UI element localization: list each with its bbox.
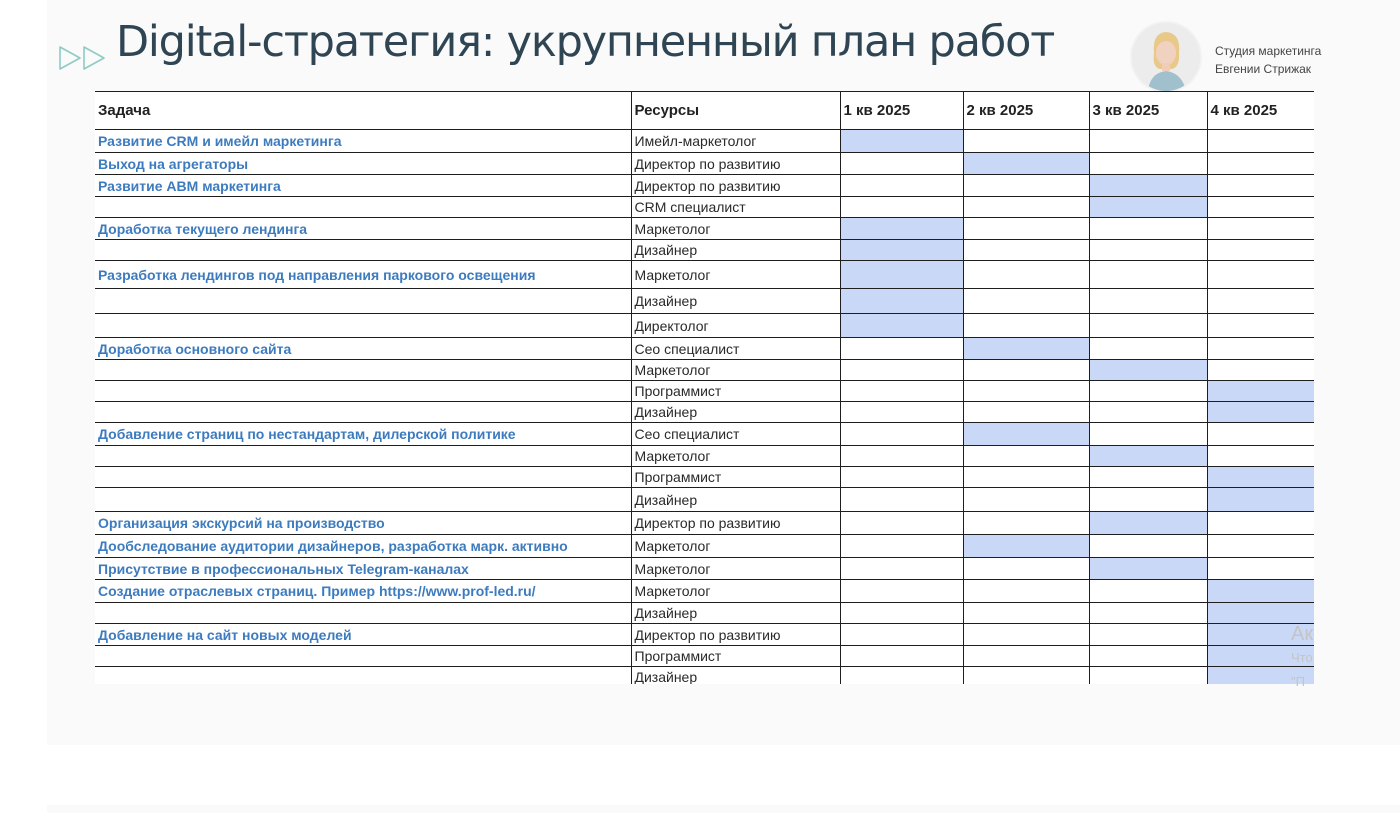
quarter-cell	[840, 402, 963, 423]
quarter-cell	[1207, 338, 1314, 360]
quarter-cell	[840, 535, 963, 558]
quarter-cell-active	[963, 153, 1089, 175]
quarter-cell-active	[963, 535, 1089, 558]
quarter-cell	[1089, 261, 1207, 289]
header-q3: 3 кв 2025	[1089, 92, 1207, 130]
table-row	[95, 289, 1314, 314]
task-cell	[95, 603, 631, 624]
task-cell	[95, 197, 631, 218]
task-cell: Доработка текущего лендинга	[95, 218, 631, 240]
quarter-cell	[1207, 360, 1314, 381]
quarter-cell-active	[1207, 467, 1314, 488]
quarter-cell-active	[1207, 603, 1314, 624]
table-row	[95, 535, 1314, 558]
table-row	[95, 488, 1314, 512]
quarter-cell	[963, 130, 1089, 153]
task-cell	[95, 240, 631, 261]
task-cell: Добавление страниц по нестандартам, дилерской политике	[95, 423, 631, 446]
quarter-cell	[963, 381, 1089, 402]
resource-cell: CRM специалист	[631, 197, 840, 218]
quarter-cell-active	[1207, 488, 1314, 512]
quarter-cell	[1207, 130, 1314, 153]
quarter-cell	[840, 624, 963, 646]
resource-cell: Дизайнер	[631, 603, 840, 624]
task-cell	[95, 360, 631, 381]
quarter-cell	[1207, 512, 1314, 535]
resource-cell: Директор по развитию	[631, 153, 840, 175]
resource-cell: Программист	[631, 646, 840, 667]
table-body	[95, 130, 1314, 685]
quarter-cell	[840, 446, 963, 467]
resource-cell: Программист	[631, 467, 840, 488]
quarter-cell-active	[1089, 175, 1207, 197]
watermark-line-3: "П	[1291, 674, 1305, 689]
quarter-cell	[840, 381, 963, 402]
quarter-cell	[963, 624, 1089, 646]
double-chevron-icon	[58, 44, 108, 72]
resource-cell: Маркетолог	[631, 360, 840, 381]
quarter-cell	[1089, 218, 1207, 240]
quarter-cell	[1207, 535, 1314, 558]
table-row	[95, 446, 1314, 467]
header-resources: Ресурсы	[631, 92, 840, 130]
quarter-cell	[1089, 240, 1207, 261]
quarter-cell	[1207, 153, 1314, 175]
header-q2: 2 кв 2025	[963, 92, 1089, 130]
quarter-cell	[1207, 197, 1314, 218]
task-cell: Разработка лендингов под направления паркового освещения	[95, 261, 631, 289]
resource-cell: Дизайнер	[631, 488, 840, 512]
resource-cell: Маркетолог	[631, 261, 840, 289]
quarter-cell	[1089, 130, 1207, 153]
task-cell: Развитие CRM и имейл маркетинга	[95, 130, 631, 153]
table-row	[95, 218, 1314, 240]
quarter-cell	[840, 197, 963, 218]
activation-watermark	[1291, 622, 1313, 694]
quarter-cell	[963, 218, 1089, 240]
table-row	[95, 130, 1314, 153]
task-cell	[95, 314, 631, 338]
resource-cell: Сео специалист	[631, 423, 840, 446]
quarter-cell	[963, 314, 1089, 338]
resource-cell: Маркетолог	[631, 446, 840, 467]
table-row	[95, 402, 1314, 423]
table-row	[95, 667, 1314, 685]
table-row	[95, 197, 1314, 218]
table-row	[95, 423, 1314, 446]
quarter-cell	[963, 488, 1089, 512]
resource-cell: Директор по развитию	[631, 624, 840, 646]
quarter-cell	[1089, 314, 1207, 338]
task-cell: Присутствие в профессиональных Telegram-каналах	[95, 558, 631, 580]
quarter-cell	[840, 423, 963, 446]
quarter-cell	[963, 580, 1089, 603]
quarter-cell	[1089, 646, 1207, 667]
studio-credit	[1215, 42, 1321, 78]
quarter-cell	[963, 667, 1089, 685]
quarter-cell	[840, 646, 963, 667]
author-avatar	[1132, 23, 1200, 91]
quarter-cell	[840, 467, 963, 488]
task-cell	[95, 488, 631, 512]
table-row	[95, 240, 1314, 261]
table-row	[95, 558, 1314, 580]
quarter-cell	[1089, 423, 1207, 446]
quarter-cell	[963, 360, 1089, 381]
resource-cell: Имейл-маркетолог	[631, 130, 840, 153]
quarter-cell	[1089, 338, 1207, 360]
quarter-cell	[1207, 446, 1314, 467]
resource-cell: Дизайнер	[631, 240, 840, 261]
resource-cell: Дизайнер	[631, 667, 840, 685]
quarter-cell	[840, 338, 963, 360]
task-cell	[95, 289, 631, 314]
quarter-cell	[963, 512, 1089, 535]
quarter-cell-active	[1089, 446, 1207, 467]
quarter-cell-active	[1089, 197, 1207, 218]
quarter-cell	[963, 261, 1089, 289]
quarter-cell	[1207, 261, 1314, 289]
resource-cell: Директор по развитию	[631, 175, 840, 197]
quarter-cell	[840, 488, 963, 512]
quarter-cell	[963, 603, 1089, 624]
quarter-cell	[963, 446, 1089, 467]
quarter-cell	[840, 603, 963, 624]
quarter-cell	[1207, 218, 1314, 240]
task-cell	[95, 402, 631, 423]
table-row	[95, 314, 1314, 338]
quarter-cell	[1089, 603, 1207, 624]
quarter-cell-active	[1207, 402, 1314, 423]
quarter-cell-active	[963, 423, 1089, 446]
quarter-cell	[840, 667, 963, 685]
quarter-cell-active	[840, 289, 963, 314]
quarter-cell-active	[840, 218, 963, 240]
quarter-cell	[1089, 488, 1207, 512]
quarter-cell	[963, 289, 1089, 314]
quarter-cell	[963, 240, 1089, 261]
task-cell: Развитие ABM маркетинга	[95, 175, 631, 197]
table-row	[95, 624, 1314, 646]
quarter-cell	[840, 153, 963, 175]
resource-cell: Программист	[631, 381, 840, 402]
page-title: Digital-стратегия: укрупненный план работ	[116, 17, 1055, 67]
quarter-cell	[840, 512, 963, 535]
watermark-line-2: Что	[1291, 650, 1313, 665]
quarter-cell	[840, 360, 963, 381]
task-cell	[95, 446, 631, 467]
quarter-cell-active	[1089, 360, 1207, 381]
quarter-cell-active	[840, 261, 963, 289]
quarter-cell	[963, 467, 1089, 488]
quarter-cell	[963, 197, 1089, 218]
task-cell: Создание отраслевых страниц. Пример https://www.prof-led.ru/	[95, 580, 631, 603]
quarter-cell	[1089, 667, 1207, 685]
quarter-cell	[1207, 175, 1314, 197]
task-cell	[95, 381, 631, 402]
work-plan-table	[95, 91, 1314, 684]
task-cell: Добавление на сайт новых моделей	[95, 624, 631, 646]
table-row	[95, 381, 1314, 402]
quarter-cell-active	[1207, 580, 1314, 603]
quarter-cell	[840, 175, 963, 197]
header-q1: 1 кв 2025	[840, 92, 963, 130]
quarter-cell-active	[840, 314, 963, 338]
table-header-row	[95, 92, 1314, 130]
next-slide-edge	[47, 805, 1400, 813]
table-row	[95, 512, 1314, 535]
table-row	[95, 338, 1314, 360]
quarter-cell-active	[840, 240, 963, 261]
quarter-cell	[1207, 289, 1314, 314]
table-row	[95, 175, 1314, 197]
task-cell	[95, 646, 631, 667]
resource-cell: Дизайнер	[631, 402, 840, 423]
resource-cell: Маркетолог	[631, 580, 840, 603]
quarter-cell	[1207, 558, 1314, 580]
studio-line-2: Евгении Стрижак	[1215, 62, 1312, 76]
quarter-cell-active	[840, 130, 963, 153]
task-cell	[95, 467, 631, 488]
resource-cell: Дизайнер	[631, 289, 840, 314]
table-row	[95, 580, 1314, 603]
quarter-cell	[1089, 580, 1207, 603]
quarter-cell	[963, 558, 1089, 580]
watermark-line-1: Ак	[1291, 623, 1314, 645]
quarter-cell	[1207, 314, 1314, 338]
task-cell: Выход на агрегаторы	[95, 153, 631, 175]
avatar-portrait-icon	[1132, 23, 1200, 91]
task-cell: Доработка основного сайта	[95, 338, 631, 360]
table-row	[95, 467, 1314, 488]
task-cell: Дообследование аудитории дизайнеров, разработка марк. активно	[95, 535, 631, 558]
quarter-cell	[1089, 535, 1207, 558]
table-row	[95, 603, 1314, 624]
quarter-cell	[1207, 240, 1314, 261]
quarter-cell	[1089, 381, 1207, 402]
quarter-cell	[1089, 624, 1207, 646]
quarter-cell	[840, 558, 963, 580]
header-q4: 4 кв 2025	[1207, 92, 1314, 130]
resource-cell: Маркетолог	[631, 558, 840, 580]
quarter-cell	[1089, 467, 1207, 488]
quarter-cell	[1207, 423, 1314, 446]
quarter-cell	[963, 175, 1089, 197]
quarter-cell-active	[1207, 381, 1314, 402]
quarter-cell	[840, 580, 963, 603]
resource-cell: Маркетолог	[631, 218, 840, 240]
quarter-cell	[1089, 153, 1207, 175]
quarter-cell-active	[963, 338, 1089, 360]
table-row	[95, 646, 1314, 667]
resource-cell: Маркетолог	[631, 535, 840, 558]
task-cell	[95, 667, 631, 685]
resource-cell: Директор по развитию	[631, 512, 840, 535]
quarter-cell	[963, 646, 1089, 667]
table-row	[95, 261, 1314, 289]
table-row	[95, 153, 1314, 175]
quarter-cell	[1089, 289, 1207, 314]
resource-cell: Сео специалист	[631, 338, 840, 360]
work-plan-table-container	[95, 91, 1314, 684]
quarter-cell	[1089, 402, 1207, 423]
resource-cell: Директолог	[631, 314, 840, 338]
header-task: Задача	[95, 92, 631, 130]
quarter-cell-active	[1089, 558, 1207, 580]
quarter-cell	[963, 402, 1089, 423]
studio-line-1: Студия маркетинга	[1215, 44, 1322, 58]
table-row	[95, 360, 1314, 381]
task-cell: Организация экскурсий на производство	[95, 512, 631, 535]
quarter-cell-active	[1089, 512, 1207, 535]
